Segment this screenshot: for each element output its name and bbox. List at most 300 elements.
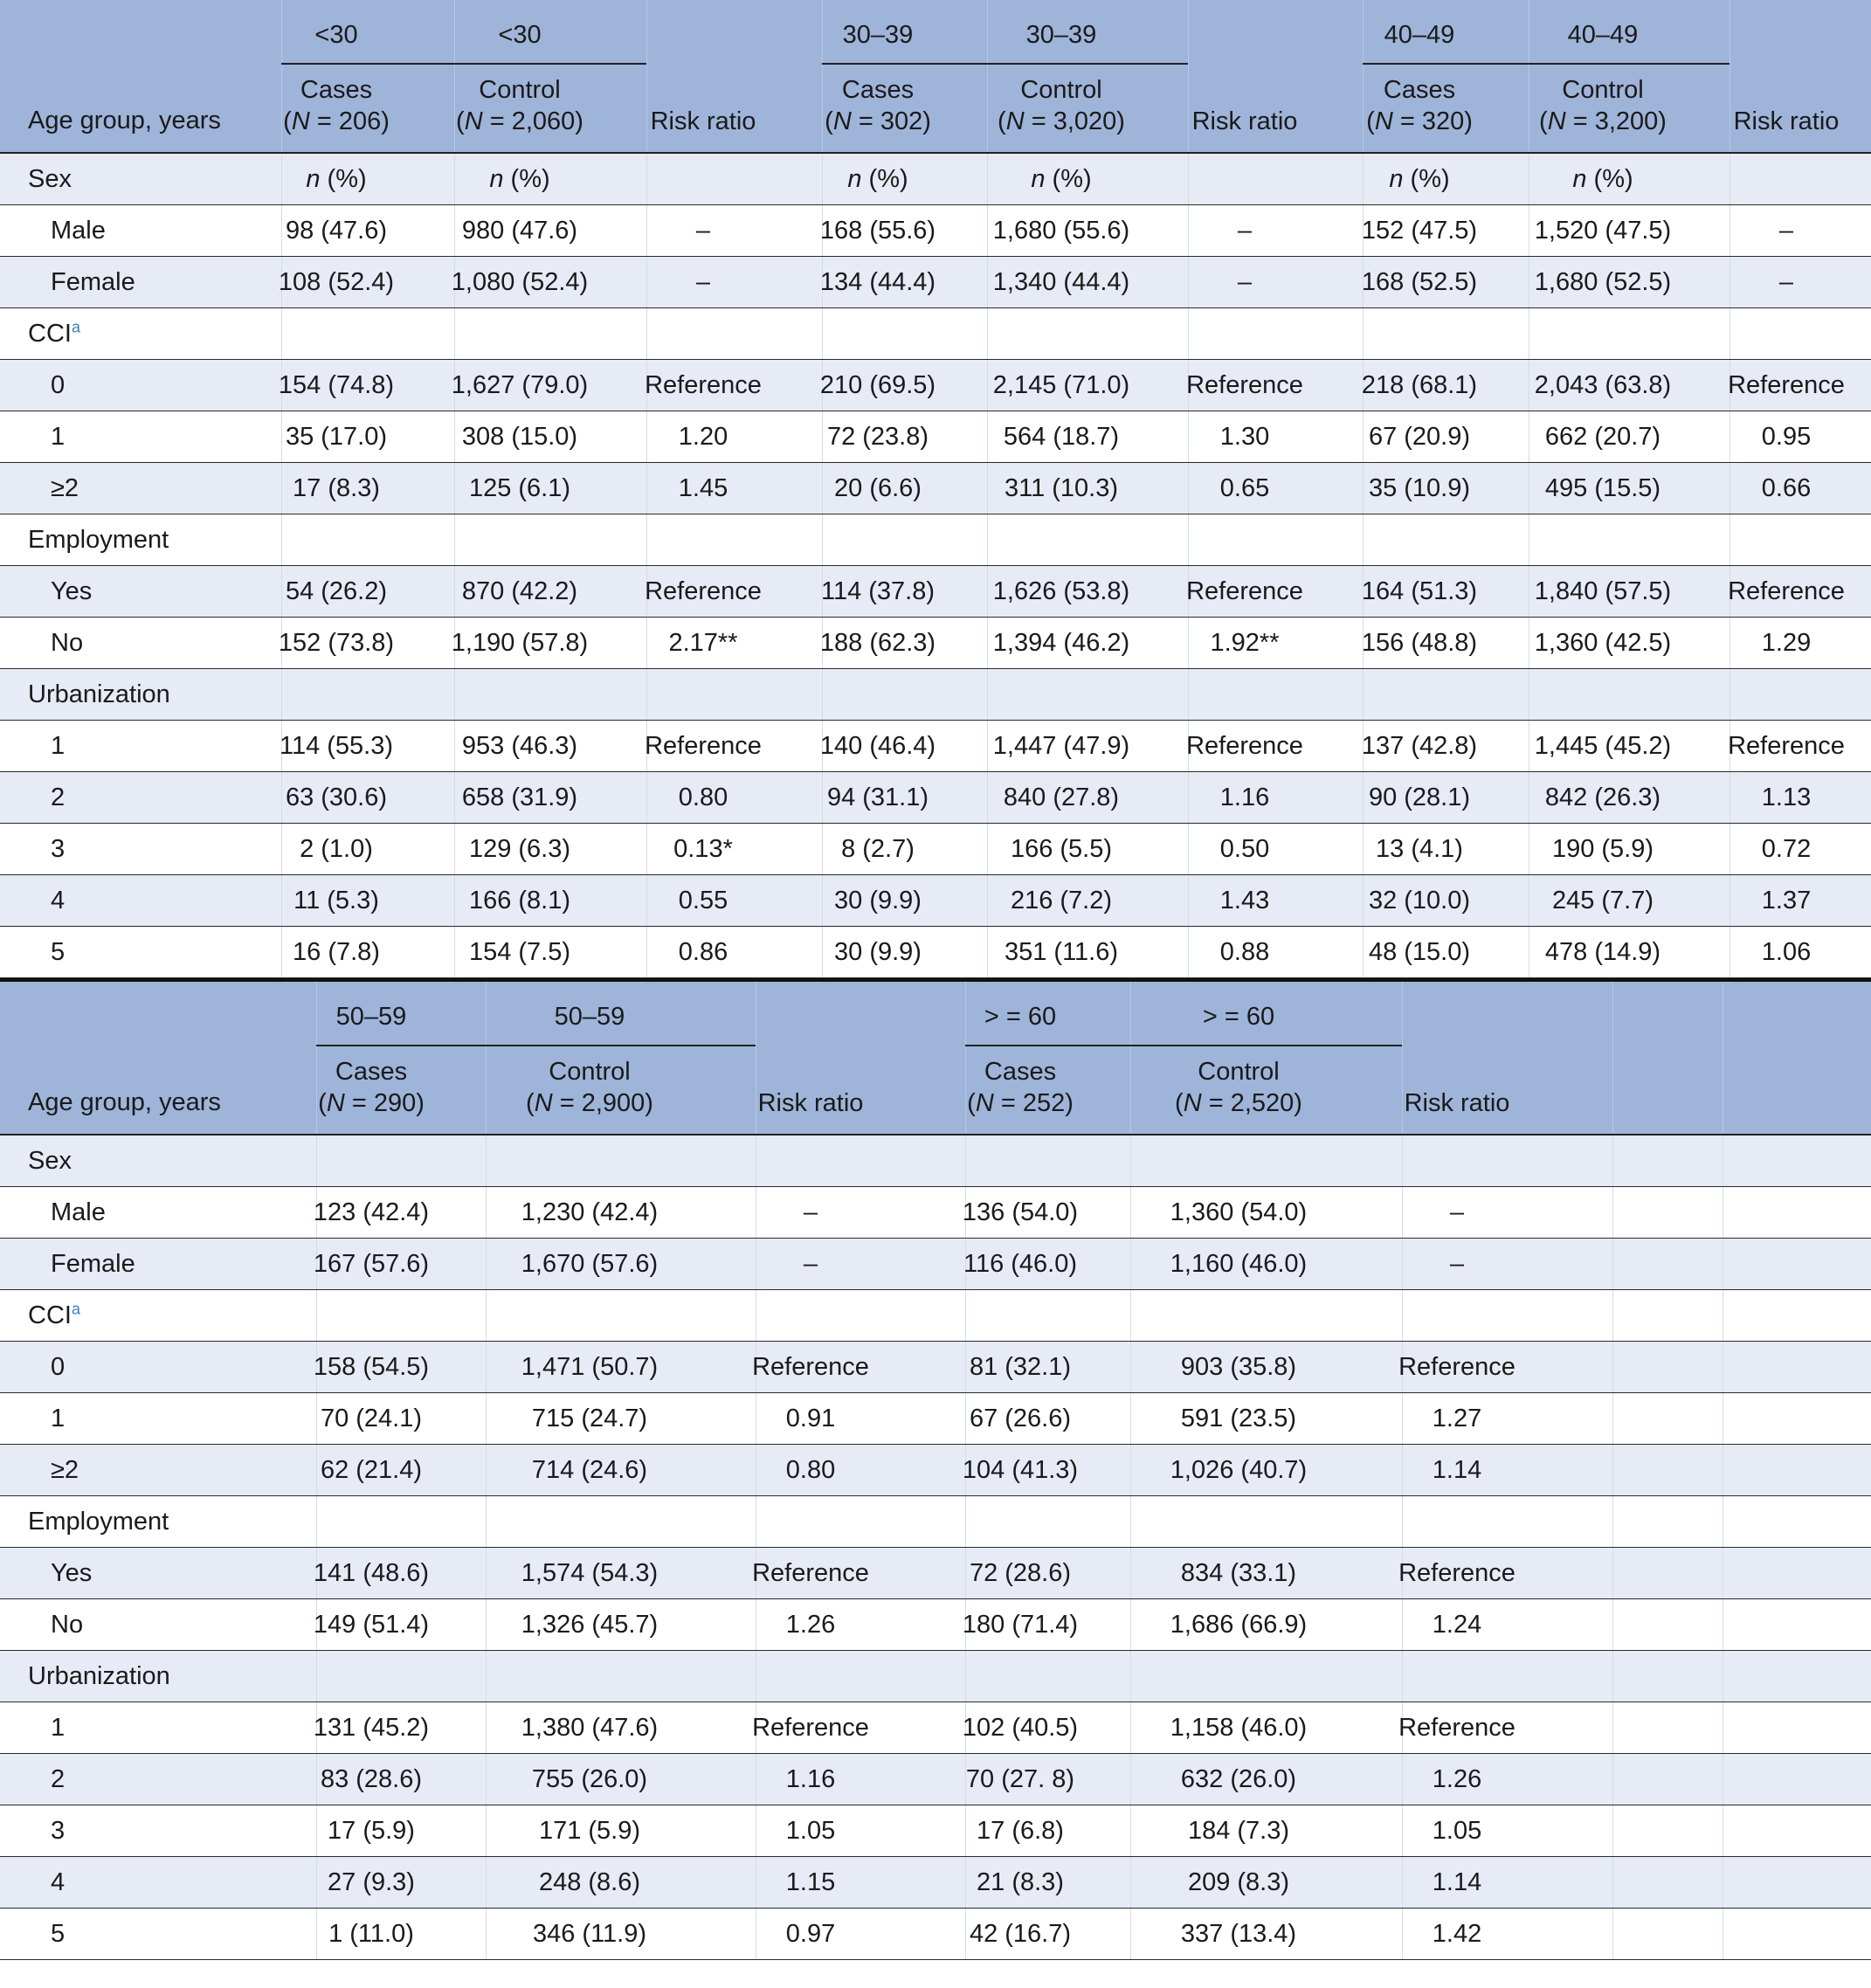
column-divider [822, 514, 823, 565]
table-cell: 1.26 [1432, 1765, 1482, 1793]
section-label [28, 1136, 72, 1186]
table-cell: 20 (6.6) [834, 474, 922, 502]
table-cell: – [803, 1198, 818, 1226]
table-cell: 714 (24.6) [531, 1456, 648, 1484]
row-label-text: No [51, 629, 84, 657]
risk-ratio-header: Risk ratio [1404, 1089, 1510, 1117]
column-divider [646, 669, 647, 720]
table-cell: n (%) [306, 165, 367, 193]
row-label [51, 463, 79, 514]
control-n-header: (N = 2,900) [526, 1089, 653, 1117]
table-row [0, 463, 1871, 514]
table-cell: 114 (37.8) [820, 577, 936, 605]
table-cell: 16 (7.8) [293, 938, 380, 966]
table-cell: 1,626 (53.8) [992, 577, 1130, 605]
table-cell: 218 (68.1) [1361, 371, 1478, 399]
row-label [51, 1393, 65, 1444]
column-divider [316, 1651, 317, 1702]
column-divider [1130, 982, 1131, 1136]
age-group-header: Age group, years [28, 107, 221, 135]
table-cell: – [1449, 1250, 1465, 1278]
column-divider [1729, 308, 1730, 359]
table-cell: 125 (6.1) [468, 474, 571, 502]
column-divider [646, 514, 647, 565]
table-cell: 27 (9.3) [328, 1868, 415, 1896]
table-cell: 1.05 [785, 1817, 836, 1845]
table-cell: 123 (42.4) [313, 1198, 430, 1226]
column-divider [1612, 1651, 1613, 1702]
column-divider [1402, 1136, 1403, 1186]
row-label-text: Urbanization [28, 1662, 170, 1690]
row-label-text: 2 [51, 783, 66, 811]
table-cell: 0.66 [1761, 474, 1812, 502]
column-divider [1612, 982, 1613, 1136]
table-row [0, 875, 1871, 927]
table-cell: 131 (45.2) [313, 1714, 430, 1742]
table-cell: 245 (7.7) [1551, 887, 1654, 915]
risk-ratio-header: Risk ratio [1191, 107, 1298, 135]
cases-header: Cases [984, 1058, 1057, 1086]
column-divider [987, 669, 988, 720]
table-cell: 1 (11.0) [328, 1920, 414, 1948]
table-cell: 42 (16.7) [969, 1920, 1072, 1948]
table-cell: 870 (42.2) [461, 577, 578, 605]
column-divider [822, 669, 823, 720]
column-divider [965, 1136, 966, 1186]
table-row [0, 411, 1871, 463]
table-cell: n (%) [847, 165, 908, 193]
column-divider [1130, 1136, 1131, 1186]
table-cell: 0.72 [1761, 835, 1812, 863]
column-divider [1402, 1496, 1403, 1547]
age-group-header: Age group, years [28, 1088, 221, 1116]
table-cell: 154 (74.8) [278, 371, 395, 399]
row-label [51, 411, 65, 462]
age-range-label: 50–59 [335, 1003, 407, 1031]
table-cell: 2.17** [668, 629, 738, 657]
row-label-text: 0 [51, 1353, 66, 1381]
column-divider [486, 1909, 487, 1959]
column-divider [1130, 1651, 1131, 1702]
table-cell: 980 (47.6) [461, 217, 578, 245]
control-n-header: (N = 3,020) [998, 107, 1125, 135]
table-cell: 11 (5.3) [293, 887, 379, 915]
column-divider [1363, 514, 1364, 565]
table-cell: 1,394 (46.2) [992, 629, 1130, 657]
table-cell: 98 (47.6) [285, 217, 388, 245]
cases-header: Cases [841, 76, 915, 104]
table-cell: 1.16 [1219, 783, 1270, 811]
column-divider [1188, 308, 1189, 359]
column-divider [1402, 1651, 1403, 1702]
table-row [0, 1754, 1871, 1805]
row-label [51, 1754, 65, 1805]
table-cell: 0.50 [1219, 835, 1270, 863]
row-label [51, 721, 65, 771]
table-cell: 30 (9.9) [834, 938, 922, 966]
column-divider [1612, 1239, 1613, 1289]
table-cell: 1,158 (46.0) [1170, 1714, 1308, 1742]
table-row [0, 1393, 1871, 1445]
column-divider [646, 308, 647, 359]
table-row [0, 360, 1871, 411]
row-label [51, 1445, 79, 1495]
row-label [51, 360, 65, 411]
table-cell: 114 (55.3) [279, 732, 394, 760]
age-range-label: > = 60 [984, 1003, 1057, 1031]
table-cell: 0.86 [678, 938, 728, 966]
table-row [0, 1548, 1871, 1599]
column-divider [1612, 1548, 1613, 1598]
table-cell: 1,680 (55.6) [992, 217, 1130, 245]
row-label-text: Male [51, 1198, 106, 1226]
table-row [0, 1342, 1871, 1393]
row-label-text: 4 [51, 1868, 66, 1896]
section-label [28, 1290, 80, 1341]
table-cell: 1,160 (46.0) [1170, 1250, 1308, 1278]
column-divider [987, 514, 988, 565]
cases-header: Cases [300, 76, 373, 104]
table-row [0, 257, 1871, 308]
column-divider [486, 1754, 487, 1805]
table-cell: 184 (7.3) [1187, 1817, 1290, 1845]
table-cell: 248 (8.6) [538, 1868, 641, 1896]
column-divider [486, 1445, 487, 1495]
table-row [0, 824, 1871, 875]
table-cell: 190 (5.9) [1551, 835, 1654, 863]
table-cell: 13 (4.1) [1376, 835, 1463, 863]
age-range-label: <30 [498, 21, 542, 49]
table-cell: 2,043 (63.8) [1534, 371, 1672, 399]
row-label-text: Employment [28, 1508, 169, 1536]
table-cell: 8 (2.7) [841, 835, 915, 863]
column-divider [281, 669, 282, 720]
table-cell: Reference [1728, 577, 1845, 605]
table-cell: 632 (26.0) [1180, 1765, 1297, 1793]
table-row [0, 618, 1871, 669]
table-cell: 1.92** [1210, 629, 1280, 657]
age-range-label: <30 [314, 21, 358, 49]
row-label [51, 205, 106, 256]
table-cell: 137 (42.8) [1361, 732, 1478, 760]
row-label-text: Employment [28, 526, 169, 554]
table-cell: – [803, 1250, 818, 1278]
age-range-label: 40–49 [1384, 21, 1455, 49]
table-cell: 1,520 (47.5) [1534, 217, 1672, 245]
risk-ratio-header: Risk ratio [757, 1089, 864, 1117]
table-cell: 1,574 (54.3) [521, 1559, 659, 1587]
section-label [28, 308, 80, 359]
control-header: Control [549, 1058, 631, 1086]
section-label [28, 1496, 169, 1547]
table-cell: 1.14 [1432, 1868, 1482, 1896]
table-cell: 0.95 [1761, 423, 1812, 451]
column-divider [1612, 1445, 1613, 1495]
column-divider [1130, 1754, 1131, 1805]
column-divider [1612, 1393, 1613, 1444]
table-cell: 2 (1.0) [300, 835, 373, 863]
column-divider [1130, 1599, 1131, 1650]
column-divider [1729, 669, 1730, 720]
table-header [0, 982, 1871, 1136]
table-cell: 662 (20.7) [1544, 423, 1661, 451]
column-divider [486, 1393, 487, 1444]
table-cell: 149 (51.4) [313, 1611, 430, 1639]
row-label [51, 257, 135, 307]
row-label-text: Female [51, 268, 135, 296]
row-label-text: 5 [51, 938, 66, 966]
row-label [51, 618, 83, 668]
table-cell: 953 (46.3) [461, 732, 578, 760]
table-cell: 840 (27.8) [1003, 783, 1120, 811]
column-divider [486, 1290, 487, 1341]
cases-n-header: (N = 302) [825, 107, 931, 135]
row-label [51, 1702, 65, 1753]
row-label [51, 1857, 65, 1908]
table-cell: Reference [752, 1714, 869, 1742]
column-divider [1363, 669, 1364, 720]
table-cell: 1.16 [785, 1765, 836, 1793]
column-divider [486, 1342, 487, 1392]
table-cell: 1,080 (52.4) [451, 268, 589, 296]
table-cell: 35 (10.9) [1368, 474, 1471, 502]
row-label-text: 5 [51, 1920, 66, 1948]
control-header: Control [1198, 1058, 1280, 1086]
footnote-marker: a [71, 1300, 80, 1318]
column-divider [316, 1496, 317, 1547]
table-cell: 104 (41.3) [962, 1456, 1079, 1484]
table-cell: 94 (31.1) [826, 783, 929, 811]
table-cell: 1,680 (52.5) [1534, 268, 1672, 296]
table-cell: 1,230 (42.4) [521, 1198, 659, 1226]
column-divider [1130, 1909, 1131, 1959]
table-cell: 311 (10.3) [1004, 474, 1119, 502]
table-cell: 346 (11.9) [532, 1920, 647, 1948]
row-label-text: 2 [51, 1765, 66, 1793]
table-cell: 167 (57.6) [313, 1250, 430, 1278]
table-cell: – [1237, 268, 1253, 296]
table-cell: 1.24 [1432, 1611, 1482, 1639]
table-row [0, 1909, 1871, 1960]
column-divider [486, 1187, 487, 1238]
row-label [51, 1342, 65, 1392]
row-label-text: Female [51, 1250, 135, 1278]
table-row [0, 205, 1871, 257]
table-row [0, 721, 1871, 772]
table-cell: Reference [1186, 732, 1303, 760]
row-label-text: 0 [51, 371, 66, 399]
table-cell: 140 (46.4) [819, 732, 936, 760]
column-divider [1363, 308, 1364, 359]
table-cell: – [1237, 217, 1253, 245]
row-label [51, 824, 65, 874]
table-cell: 1,445 (45.2) [1534, 732, 1672, 760]
table-cell: 1.20 [678, 423, 728, 451]
column-divider [965, 1290, 966, 1341]
cases-n-header: (N = 320) [1366, 107, 1473, 135]
column-divider [454, 514, 455, 565]
control-header: Control [479, 76, 561, 104]
table-cell: 591 (23.5) [1180, 1405, 1297, 1432]
table-cell: 134 (44.4) [819, 268, 936, 296]
table-cell: 1.06 [1761, 938, 1812, 966]
table-cell: 17 (8.3) [293, 474, 380, 502]
table-cell: 478 (14.9) [1544, 938, 1661, 966]
column-divider [281, 514, 282, 565]
table-cell: 351 (11.6) [1004, 938, 1119, 966]
table-cell: 171 (5.9) [538, 1817, 641, 1845]
table-cell: 1,627 (79.0) [451, 371, 589, 399]
table-cell: 152 (47.5) [1361, 217, 1478, 245]
table-cell: 1,190 (57.8) [451, 629, 589, 657]
age-range-label: > = 60 [1202, 1003, 1275, 1031]
age-range-label: 30–39 [842, 21, 914, 49]
column-divider [1402, 1290, 1403, 1341]
table-row [0, 669, 1871, 721]
table-cell: 755 (26.0) [531, 1765, 648, 1793]
row-label-text: Yes [51, 1559, 93, 1587]
row-label [51, 566, 92, 617]
column-divider [1729, 154, 1730, 204]
age-range-label: 30–39 [1025, 21, 1097, 49]
column-divider [1130, 1393, 1131, 1444]
control-header: Control [1020, 76, 1102, 104]
column-divider [1130, 1548, 1131, 1598]
table-block [0, 0, 1871, 978]
row-label-text: Urbanization [28, 680, 170, 708]
column-divider [486, 1599, 487, 1650]
table-row [0, 1445, 1871, 1496]
section-label [28, 514, 169, 565]
control-n-header: (N = 3,200) [1539, 107, 1667, 135]
column-divider [1130, 1496, 1131, 1547]
table-cell: 1.43 [1219, 887, 1270, 915]
table-row [0, 1239, 1871, 1290]
table-cell: Reference [645, 371, 762, 399]
column-divider [1612, 1187, 1613, 1238]
table-cell: n (%) [489, 165, 550, 193]
table-cell: 1,026 (40.7) [1170, 1456, 1308, 1484]
table-row [0, 1496, 1871, 1548]
row-label-text: ≥2 [51, 1456, 79, 1484]
table-cell: 158 (54.5) [313, 1353, 430, 1381]
column-divider [1612, 1599, 1613, 1650]
table-cell: 180 (71.4) [962, 1611, 1079, 1639]
column-divider [822, 308, 823, 359]
column-divider [1612, 1702, 1613, 1753]
table-row [0, 1805, 1871, 1857]
table-cell: 834 (33.1) [1180, 1559, 1297, 1587]
row-label [51, 1805, 65, 1856]
table-cell: 156 (48.8) [1361, 629, 1478, 657]
column-divider [1130, 1805, 1131, 1856]
group-underline [822, 63, 1188, 65]
table-cell: 168 (52.5) [1361, 268, 1478, 296]
column-divider [1612, 1909, 1613, 1959]
table-cell: 2,145 (71.0) [992, 371, 1130, 399]
table-cell: 1,360 (54.0) [1170, 1198, 1308, 1226]
group-underline [965, 1045, 1402, 1046]
table-cell: 0.80 [785, 1456, 836, 1484]
row-label-text: No [51, 1611, 84, 1639]
table-cell: 0.91 [785, 1405, 836, 1432]
cases-header: Cases [335, 1058, 408, 1086]
column-divider [965, 1651, 966, 1702]
table-cell: Reference [1398, 1353, 1515, 1381]
table-cell: 17 (6.8) [977, 1817, 1064, 1845]
table-cell: 308 (15.0) [461, 423, 578, 451]
table-row [0, 1136, 1871, 1187]
column-divider [1612, 1805, 1613, 1856]
table-cell: 72 (28.6) [969, 1559, 1072, 1587]
column-divider [486, 1702, 487, 1753]
table-row [0, 927, 1871, 978]
table-cell: 21 (8.3) [977, 1868, 1064, 1896]
table-cell: 72 (23.8) [826, 423, 929, 451]
table-cell: 337 (13.4) [1180, 1920, 1297, 1948]
group-underline [316, 1045, 756, 1046]
column-divider [1188, 514, 1189, 565]
row-label-text: 4 [51, 887, 66, 915]
table-cell: 129 (6.3) [468, 835, 571, 863]
table-cell: 1,340 (44.4) [992, 268, 1130, 296]
table-cell: 1,326 (45.7) [521, 1611, 659, 1639]
column-divider [1130, 1187, 1131, 1238]
table-cell: 81 (32.1) [969, 1353, 1072, 1381]
table-cell: – [1778, 217, 1794, 245]
table-cell: 1.13 [1761, 783, 1812, 811]
column-divider [1612, 1496, 1613, 1547]
table-cell: 70 (24.1) [320, 1405, 423, 1432]
column-divider [486, 1136, 487, 1186]
column-divider [486, 1651, 487, 1702]
table-row [0, 1702, 1871, 1754]
table-cell: Reference [1398, 1559, 1515, 1587]
table-cell: Reference [1186, 577, 1303, 605]
table-row [0, 1599, 1871, 1651]
table-cell: 141 (48.6) [313, 1559, 430, 1587]
section-label [28, 669, 170, 720]
group-underline [1363, 63, 1729, 65]
table-row [0, 1290, 1871, 1342]
table-cell: 1,447 (47.9) [992, 732, 1130, 760]
row-label-text: 1 [51, 423, 66, 451]
table-row [0, 1651, 1871, 1702]
column-divider [486, 1239, 487, 1289]
table-cell: – [1778, 268, 1794, 296]
row-label [51, 875, 65, 926]
table-cell: 1,670 (57.6) [521, 1250, 659, 1278]
table-cell: 30 (9.9) [834, 887, 922, 915]
table-cell: Reference [645, 577, 762, 605]
table-cell: 0.97 [785, 1920, 836, 1948]
table-cell: n (%) [1389, 165, 1450, 193]
column-divider [1130, 1445, 1131, 1495]
cases-header: Cases [1383, 76, 1456, 104]
column-divider [1130, 1342, 1131, 1392]
row-label [51, 1187, 106, 1238]
column-divider [646, 154, 647, 204]
table-block [0, 982, 1871, 1960]
table-cell: n (%) [1031, 165, 1092, 193]
table-row [0, 566, 1871, 618]
row-label [51, 1239, 135, 1289]
column-divider [316, 1136, 317, 1186]
table-cell: 188 (62.3) [819, 629, 936, 657]
table-row [0, 1857, 1871, 1909]
table-cell: 1,686 (66.9) [1170, 1611, 1308, 1639]
row-label-text: Male [51, 217, 106, 245]
